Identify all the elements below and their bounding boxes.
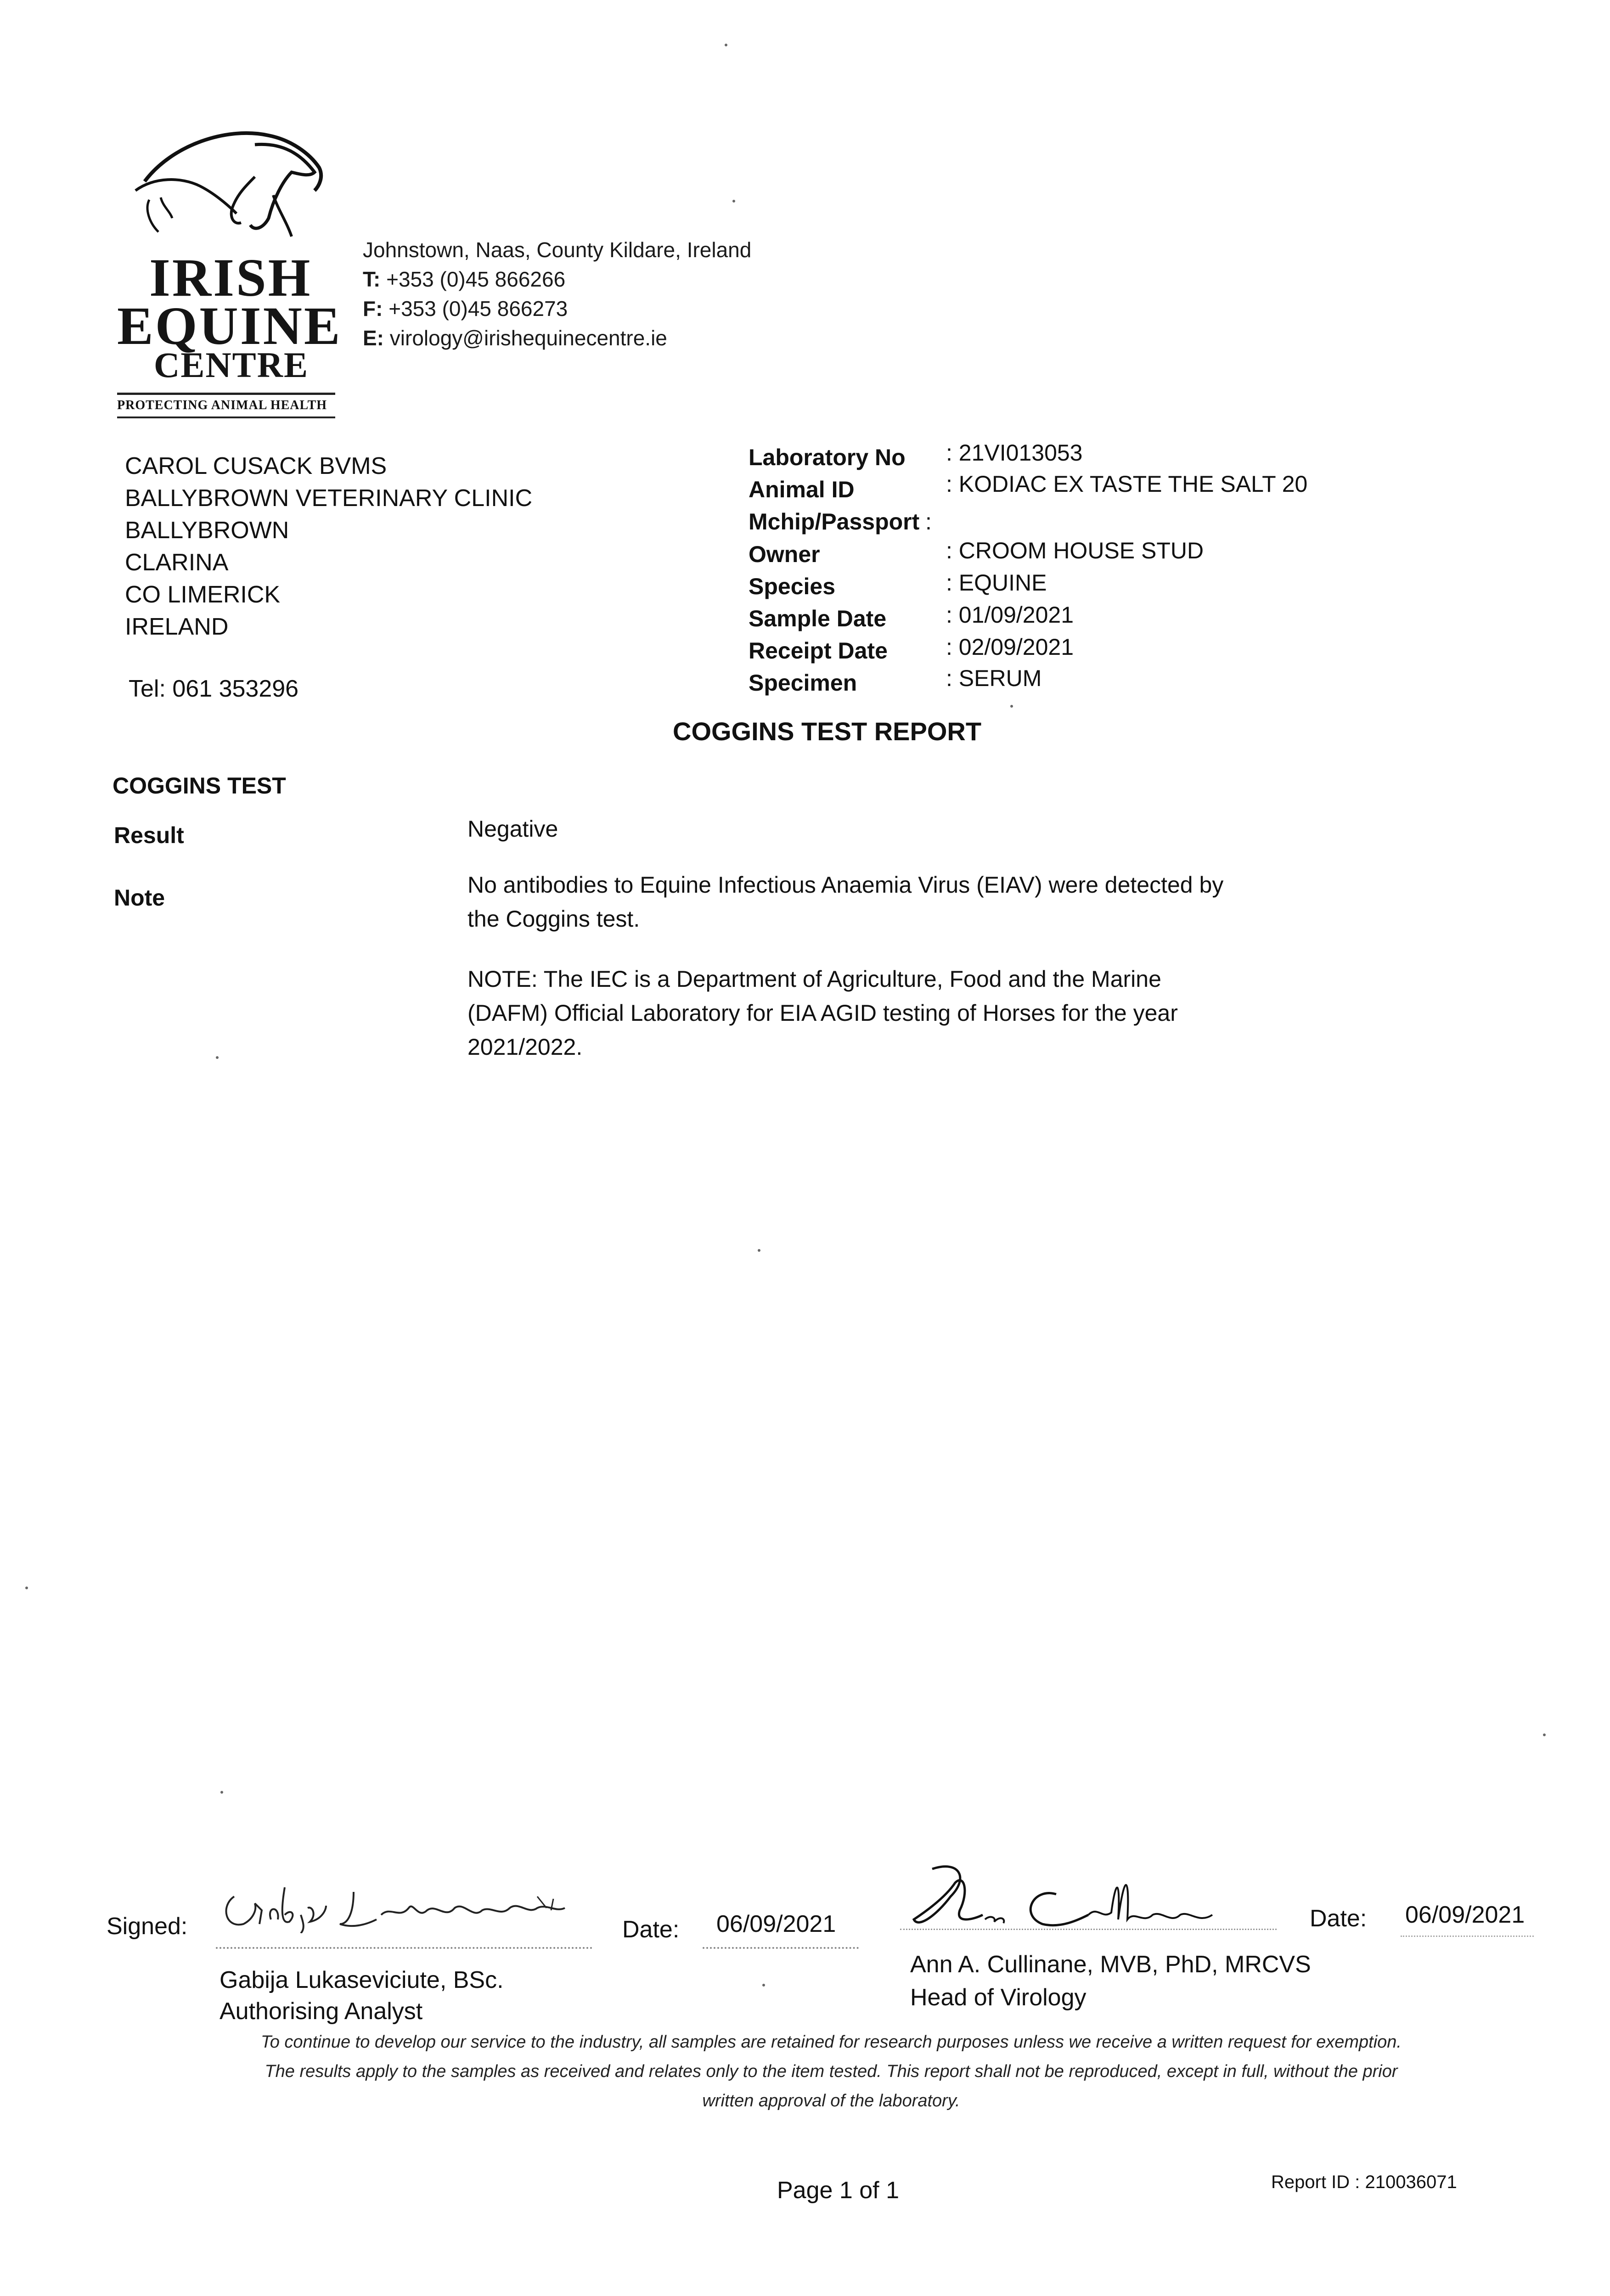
- head-role: Head of Virology: [910, 1984, 1086, 2011]
- note-line: No antibodies to Equine Infectious Anaemia Virus (EIAV) were detected by: [467, 872, 1224, 898]
- contact-email: virology@irishequinecentre.ie: [389, 326, 667, 350]
- logo: [117, 117, 342, 429]
- date-label-head: Date:: [1310, 1905, 1367, 1932]
- recipient-line: CO LIMERICK: [125, 581, 281, 608]
- lab-value: : KODIAC EX TASTE THE SALT 20: [946, 471, 1308, 497]
- recipient-line: BALLYBROWN: [125, 517, 289, 544]
- scan-speck: [758, 1249, 760, 1252]
- contact-address: Johnstown, Naas, County Kildare, Ireland: [363, 238, 752, 262]
- logo-tagline: PROTECTING ANIMAL HEALTH: [117, 398, 327, 412]
- scan-speck: [732, 200, 735, 203]
- signed-label: Signed:: [107, 1913, 188, 1940]
- lab-value: : 01/09/2021: [946, 602, 1074, 628]
- date-line-head: [1401, 1936, 1534, 1937]
- signature-line-analyst: [216, 1947, 592, 1949]
- contact-email-row: [363, 323, 822, 353]
- scan-speck: [725, 44, 727, 46]
- dafm-note-line: (DAFM) Official Laboratory for EIA AGID testing of Horses for the year: [467, 1000, 1178, 1026]
- lab-value: : 21VI013053: [946, 440, 1083, 466]
- footer-line: The results apply to the samples as received and relates only to the item tested. This report shall not be reproduced, except in full, without the prior: [265, 2062, 1398, 2081]
- scan-speck: [1543, 1733, 1546, 1736]
- lab-value: : SERUM: [946, 665, 1042, 691]
- signature-line-head: [900, 1929, 1277, 1930]
- dafm-note-line: 2021/2022.: [467, 1034, 583, 1060]
- contact-fax-row: [363, 294, 822, 323]
- dafm-note-line: NOTE: The IEC is a Department of Agriculture, Food and the Marine: [467, 966, 1161, 992]
- note-line: the Coggins test.: [467, 906, 640, 932]
- lab-label: Specimen: [749, 670, 857, 696]
- contact-email-label: E:: [363, 326, 384, 350]
- lab-label: Species: [749, 574, 836, 599]
- lab-label: Mchip/Passport: [749, 509, 920, 535]
- logo-line-irish: IRISH: [149, 248, 312, 308]
- date-head: 06/09/2021: [1405, 1902, 1525, 1928]
- section-heading: COGGINS TEST: [113, 773, 286, 799]
- lab-value: : EQUINE: [946, 570, 1047, 596]
- contact-tel: +353 (0)45 866266: [386, 267, 566, 291]
- recipient-tel: Tel: 061 353296: [129, 675, 299, 702]
- result-value: Negative: [467, 816, 558, 842]
- scan-speck: [220, 1791, 223, 1794]
- contact-tel-label: T:: [363, 267, 381, 291]
- note-label: Note: [114, 885, 165, 911]
- analyst-role: Authorising Analyst: [220, 1998, 423, 2025]
- signature-analyst: [216, 1864, 592, 1933]
- date-label-analyst: Date:: [622, 1916, 680, 1943]
- report-id: Report ID : 210036071: [1271, 2172, 1457, 2192]
- horse-logo-icon: [117, 117, 338, 264]
- contact-fax: +353 (0)45 866273: [388, 297, 568, 321]
- recipient-line: IRELAND: [125, 613, 229, 640]
- report-title: COGGINS TEST REPORT: [673, 717, 982, 746]
- lab-label: Animal ID: [749, 477, 855, 502]
- contact-fax-label: F:: [363, 297, 383, 321]
- date-line-analyst: [703, 1947, 859, 1949]
- logo-line-centre: CENTRE: [154, 345, 309, 385]
- head-name: Ann A. Cullinane, MVB, PhD, MRCVS: [910, 1951, 1311, 1978]
- dafm-note: [467, 962, 1340, 1064]
- logo-line-equine: EQUINE: [117, 296, 342, 356]
- contact-block: [363, 235, 822, 353]
- lab-value: : 02/09/2021: [946, 634, 1074, 660]
- recipient-line: CLARINA: [125, 549, 229, 576]
- scan-speck: [1010, 705, 1013, 708]
- recipient-address: [125, 450, 676, 643]
- note-text: [467, 868, 1340, 936]
- scan-speck: [25, 1587, 28, 1589]
- date-analyst: 06/09/2021: [716, 1911, 836, 1937]
- lab-label: Sample Date: [749, 606, 887, 631]
- contact-tel-row: [363, 264, 822, 294]
- lab-label: Laboratory No: [749, 445, 906, 470]
- lab-value: :: [925, 509, 932, 535]
- footer-line: To continue to develop our service to the industry, all samples are retained for research purposes unless we receive a written request for exemption.: [261, 2032, 1402, 2052]
- recipient-line: CAROL CUSACK BVMS: [125, 453, 387, 479]
- logo-rule-bottom: [117, 416, 335, 418]
- lab-label: Receipt Date: [749, 638, 888, 664]
- lab-value: : CROOM HOUSE STUD: [946, 538, 1204, 563]
- result-label: Result: [114, 822, 184, 848]
- footer-line: written approval of the laboratory.: [702, 2091, 960, 2110]
- scan-speck: [762, 1984, 765, 1986]
- recipient-line: BALLYBROWN VETERINARY CLINIC: [125, 485, 533, 512]
- lab-label: Owner: [749, 541, 820, 567]
- page-number: Page 1 of 1: [777, 2177, 899, 2204]
- analyst-name: Gabija Lukaseviciute, BSc.: [220, 1967, 504, 1993]
- footer-disclaimer: [175, 2027, 1488, 2116]
- logo-rule: [117, 393, 335, 395]
- scan-speck: [216, 1056, 219, 1059]
- signature-analyst-graphic: [216, 1864, 592, 1933]
